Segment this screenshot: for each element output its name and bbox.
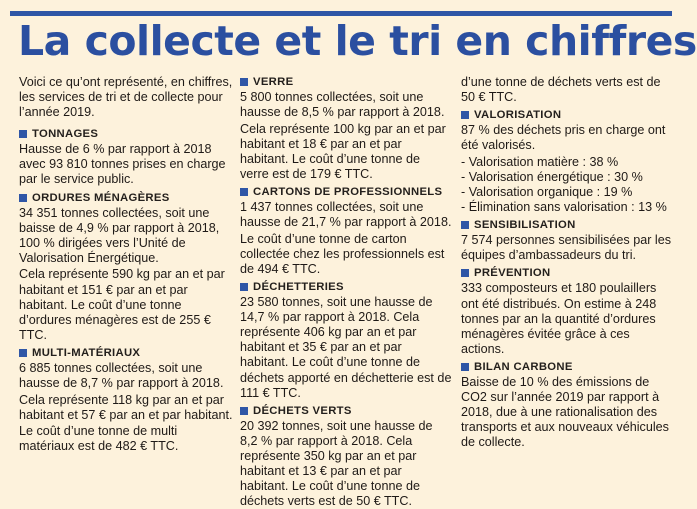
heading-label: VERRE — [253, 76, 294, 88]
verre-text-1: 5 800 tonnes collectées, soit une hausse de 8,5 % par rapport à 2018. — [240, 90, 445, 120]
square-bullet-icon — [240, 78, 248, 86]
sensibilisation-text: 7 574 personnes sensibilisées par les équipes d’ambassadeurs du tri. — [461, 233, 672, 263]
multi-text-2: Cela représente 118 kg par an et par habitant et 57 € par an et par habitant. — [19, 392, 233, 422]
ordures-text-1: 34 351 tonnes collectées, soit une baisse de 4,9 % par rapport à 2018, 100 % dirigées vers l’Unité de Valorisation Énergétique. — [19, 205, 220, 265]
section-heading-decheteries — [240, 280, 452, 294]
square-bullet-icon — [19, 194, 27, 202]
bilan-text: Baisse de 10 % des émissions de CO2 sur l’année 2019 par rapport à 2018, due à une rationalisation des transports et aux nouveaux véhicules de collecte. — [461, 374, 669, 450]
cartons-text-2: Le coût d’une tonne de carton collectée chez les professionnels est de 494 € TTC. — [240, 231, 445, 276]
square-bullet-icon — [461, 269, 469, 277]
list-item: - Élimination sans valorisation : 13 % — [461, 200, 667, 215]
heading-label: VALORISATION — [474, 109, 562, 122]
intro-text: Voici ce qu’ont représenté, en chiffres, les services de tri et de collecte pour l’année 2019. — [19, 75, 233, 120]
heading-label: CARTONS DE PROFESSIONNELS — [253, 186, 443, 199]
section-heading-verre — [240, 75, 452, 89]
verts-text: 20 392 tonnes, soit une hausse de 8,2 % par rapport à 2018. Cela représente 350 kg par an et par habitant et 13 € par an et par habitant. Le coût d’une tonne de déchets verts est de 50 € TTC. — [240, 418, 433, 509]
multi-text-1: 6 885 tonnes collectées, soit une hausse de 8,7 % par rapport à 2018. — [19, 360, 224, 390]
column-3 — [461, 75, 673, 452]
section-heading-ordures — [19, 191, 233, 205]
square-bullet-icon — [19, 349, 27, 357]
section-heading-bilan — [461, 360, 673, 374]
section-heading-tonnages — [19, 127, 233, 141]
heading-label: PRÉVENTION — [474, 267, 551, 280]
column-2 — [240, 75, 452, 509]
section-heading-sensibilisation — [461, 218, 673, 232]
valorisation-text: 87 % des déchets pris en charge ont été valorisés. — [461, 123, 666, 153]
valorisation-list — [461, 155, 673, 215]
column-1 — [19, 75, 233, 456]
heading-label: TONNAGES — [32, 128, 99, 141]
square-bullet-icon — [461, 363, 469, 371]
section-heading-verts — [240, 404, 452, 418]
heading-label: DÉCHETS VERTS — [253, 404, 352, 417]
page-title: La collecte et le tri en chiffres — [18, 17, 697, 65]
cartons-text-1: 1 437 tonnes collectées, soit une hausse de 21,7 % par rapport à 2018. — [240, 200, 452, 230]
multi-text-3: Le coût d’une tonne de multi matériaux est de 482 € TTC. — [19, 424, 179, 454]
section-heading-cartons — [240, 185, 452, 199]
square-bullet-icon — [461, 221, 469, 229]
tonnages-text: Hausse de 6 % par rapport à 2018 avec 93 810 tonnes prises en charge par le service public. — [19, 142, 226, 187]
heading-label: MULTI-MATÉRIAUX — [32, 346, 141, 359]
heading-label: DÉCHETTERIES — [253, 281, 344, 294]
list-item: - Valorisation matière : 38 % — [461, 154, 619, 169]
square-bullet-icon — [240, 188, 248, 196]
verts-text-continued: d’une tonne de déchets verts est de 50 € TTC. — [461, 75, 661, 105]
heading-label: SENSIBILISATION — [474, 219, 576, 232]
square-bullet-icon — [19, 130, 27, 138]
ordures-text-2: Cela représente 590 kg par an et par habitant et 151 € par an et par habitant. Le coût d’une tonne d’ordures ménagères est de 255 € TTC. — [19, 267, 225, 342]
square-bullet-icon — [461, 111, 469, 119]
square-bullet-icon — [240, 283, 248, 291]
square-bullet-icon — [240, 407, 248, 415]
heading-label: BILAN CARBONE — [474, 360, 573, 373]
section-heading-prevention — [461, 266, 673, 280]
section-heading-valorisation — [461, 108, 673, 122]
decheteries-text: 23 580 tonnes, soit une hausse de 14,7 % par rapport à 2018. Cela représente 406 kg par an et par habitant et 35 € par an et par habitant. Le coût d’une tonne de déchets apporté en déchetterie est de 111 € TTC. — [240, 295, 452, 400]
list-item: - Valorisation organique : 19 % — [461, 185, 633, 200]
prevention-text: 333 composteurs et 180 poulaillers ont été distribués. On estime à 248 tonnes par an la quantité d’ordures ménagères évitée grâce à ces actions. — [461, 281, 657, 356]
verre-text-2: Cela représente 100 kg par an et par habitant et 18 € par an et par habitant. Le coût d’une tonne de verre est de 179 € TTC. — [240, 121, 446, 181]
section-heading-multi — [19, 346, 233, 360]
heading-label: ORDURES MÉNAGÈRES — [32, 191, 170, 204]
list-item: - Valorisation énergétique : 30 % — [461, 169, 643, 184]
